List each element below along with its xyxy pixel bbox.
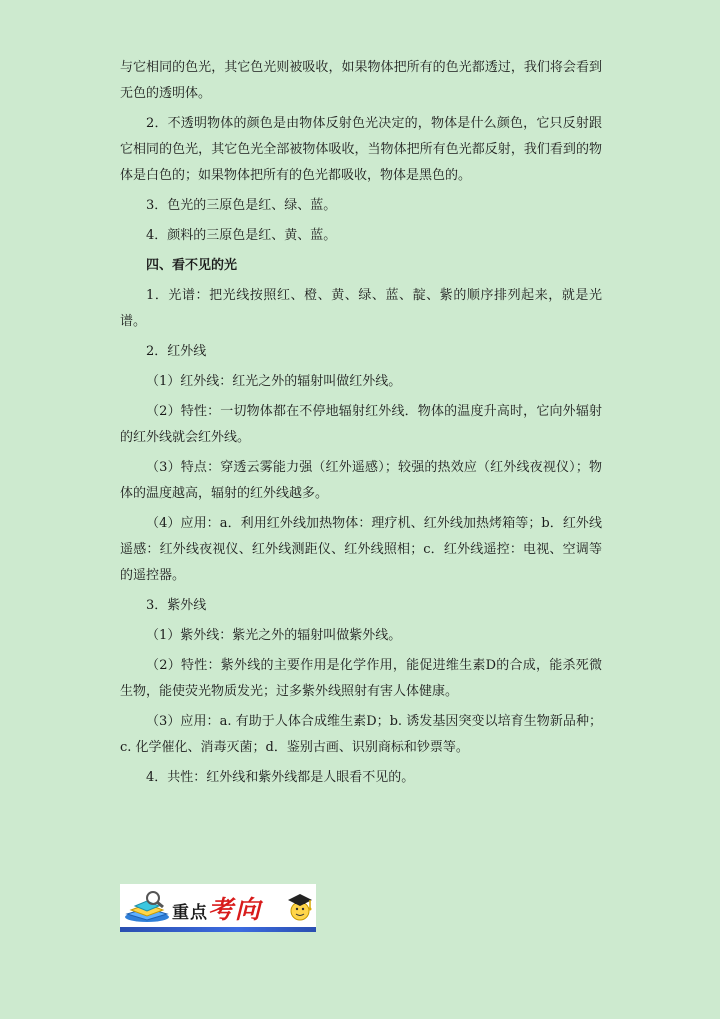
paragraph-continued-transparency: 与它相同的色光，其它色光则被吸收，如果物体把所有的色光都透过，我们将会看到无色的透明体。 — [120, 60, 602, 101]
paragraph-ultraviolet-property: （2）特性：紫外线的主要作用是化学作用，能促进维生素D的合成，能杀死微生物，能使荧光物质发光；过多紫外线照射有害人体健康。 — [120, 658, 602, 699]
paragraph-opaque-color: 2．不透明物体的颜色是由物体反射色光决定的，物体是什么颜色，它只反射跟它相同的色光，其它色光全部被物体吸收，当物体把所有色光都反射，我们看到的物体是白色的；如果物体把所有的色光都吸收，物体是黑色的。 — [120, 116, 602, 183]
paragraph-pigment-primaries: 4．颜料的三原色是红、黄、蓝。 — [146, 228, 337, 243]
book-icon — [123, 890, 171, 924]
document-body — [120, 55, 602, 795]
paragraph-spectrum: 1．光谱：把光线按照红、橙、黄、绿、蓝、靛、紫的顺序排列起来，就是光谱。 — [120, 288, 602, 329]
banner-text-b: 考向 — [208, 895, 263, 924]
paragraph-light-primaries: 3．色光的三原色是红、绿、蓝。 — [146, 198, 337, 213]
banner-title — [172, 890, 262, 926]
banner-text-a: 重点 — [172, 903, 208, 923]
paragraph-infrared-features: （3）特点：穿透云雾能力强（红外遥感）；较强的热效应（红外线夜视仪）；物体的温度越高，辐射的红外线越多。 — [120, 460, 602, 501]
paragraph-common-property: 4．共性：红外线和紫外线都是人眼看不见的。 — [146, 770, 415, 785]
key-direction-banner — [120, 884, 316, 932]
banner-underline — [120, 927, 316, 932]
paragraph-infrared-property: （2）特性：一切物体都在不停地辐射红外线．物体的温度升高时，它向外辐射的红外线就会红外线。 — [120, 404, 602, 445]
paragraph-ultraviolet-definition: （1）紫外线：紫光之外的辐射叫做紫外线。 — [146, 628, 402, 643]
paragraph-infrared-definition: （1）红外线：红光之外的辐射叫做红外线。 — [146, 374, 402, 389]
paragraph-infrared-title: 2．红外线 — [146, 344, 207, 359]
paragraph-infrared-applications: （4）应用：a．利用红外线加热物体：理疗机、红外线加热烤箱等；b．红外线遥感：红外线夜视仪、红外线测距仪、红外线照相；c．红外线遥控：电视、空调等的遥控器。 — [120, 516, 602, 583]
graduation-cap-icon — [286, 888, 314, 926]
paragraph-ultraviolet-applications: （3）应用：a. 有助于人体合成维生素D；b. 诱发基因突变以培育生物新品种；c. 化学催化、消毒灭菌；d．鉴别古画、识别商标和钞票等。 — [120, 714, 602, 755]
section-heading-invisible-light: 四、看不见的光 — [146, 258, 238, 273]
paragraph-ultraviolet-title: 3．紫外线 — [146, 598, 207, 613]
